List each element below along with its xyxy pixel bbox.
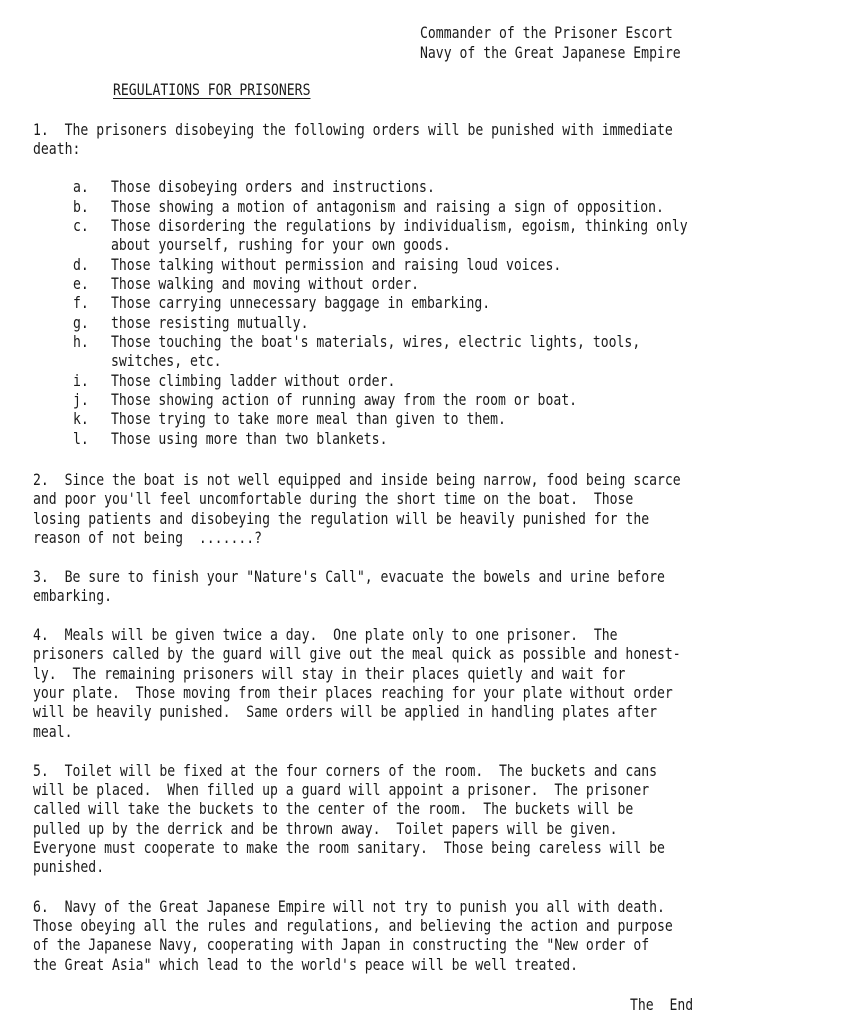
list-letter: f. xyxy=(73,293,89,312)
paragraph-line: 1. The prisoners disobeying the following orders will be punished with immediate xyxy=(33,120,673,139)
list-letter: b. xyxy=(73,197,89,216)
paragraph-line: 6. Navy of the Great Japanese Empire will not try to punish you all with death. xyxy=(33,897,665,916)
paragraph-line: ly. The remaining prisoners will stay in their places quietly and wait for xyxy=(33,664,626,683)
paragraph-line: losing patients and disobeying the regulation will be heavily punished for the xyxy=(33,509,650,528)
header-line-1: Commander of the Prisoner Escort xyxy=(420,23,673,42)
list-item: Those walking and moving without order. xyxy=(111,274,420,293)
list-item: Those touching the boat's materials, wires, electric lights, tools, xyxy=(111,332,641,351)
paragraph-line: Everyone must cooperate to make the room sanitary. Those being careless will be xyxy=(33,838,665,857)
paragraph-line: of the Japanese Navy, cooperating with Japan in constructing the "New order of xyxy=(33,935,650,954)
list-letter: c. xyxy=(73,216,89,235)
list-item: those resisting mutually. xyxy=(111,313,309,332)
list-item: Those showing action of running away from the room or boat. xyxy=(111,390,578,409)
list-letter: e. xyxy=(73,274,89,293)
paragraph-line: 4. Meals will be given twice a day. One plate only to one prisoner. The xyxy=(33,625,618,644)
list-item: Those trying to take more meal than given to them. xyxy=(111,409,506,428)
list-item: Those talking without permission and raising loud voices. xyxy=(111,255,562,274)
list-letter: d. xyxy=(73,255,89,274)
list-letter: h. xyxy=(73,332,89,351)
paragraph-line: will be heavily punished. Same orders will be applied in handling plates after xyxy=(33,702,658,721)
paragraph-line: called will take the buckets to the center of the room. The buckets will be xyxy=(33,799,634,818)
list-letter: k. xyxy=(73,409,89,428)
list-item: Those carrying unnecessary baggage in embarking. xyxy=(111,293,491,312)
paragraph-line: pulled up by the derrick and be thrown away. Toilet papers will be given. xyxy=(33,819,618,838)
list-letter: g. xyxy=(73,313,89,332)
paragraph-line: 3. Be sure to finish your "Nature's Call", evacuate the bowels and urine before xyxy=(33,567,665,586)
list-item-continuation: switches, etc. xyxy=(111,351,222,370)
list-item: Those climbing ladder without order. xyxy=(111,371,396,390)
paragraph-line: reason of not being .......? xyxy=(33,528,263,547)
paragraph-line: 2. Since the boat is not well equipped and inside being narrow, food being scarce xyxy=(33,470,681,489)
paragraph-line: embarking. xyxy=(33,586,112,605)
list-letter: l. xyxy=(73,429,89,448)
closing-the-end: The End xyxy=(630,995,694,1014)
header-line-2: Navy of the Great Japanese Empire xyxy=(420,43,681,62)
list-item: Those using more than two blankets. xyxy=(111,429,388,448)
list-letter: i. xyxy=(73,371,89,390)
paragraph-line: punished. xyxy=(33,857,105,876)
paragraph-line: and poor you'll feel uncomfortable during the short time on the boat. Those xyxy=(33,489,634,508)
list-item: Those disordering the regulations by individualism, egoism, thinking only xyxy=(111,216,688,235)
paragraph-line: death: xyxy=(33,139,81,158)
paragraph-line: Those obeying all the rules and regulations, and believing the action and purpose xyxy=(33,916,673,935)
list-item-continuation: about yourself, rushing for your own goods. xyxy=(111,235,451,254)
list-item: Those showing a motion of antagonism and raising a sign of opposition. xyxy=(111,197,664,216)
paragraph-line: your plate. Those moving from their places reaching for your plate without order xyxy=(33,683,673,702)
list-item: Those disobeying orders and instructions. xyxy=(111,177,435,196)
paragraph-line: 5. Toilet will be fixed at the four corners of the room. The buckets and cans xyxy=(33,761,658,780)
paragraph-line: meal. xyxy=(33,722,73,741)
paragraph-line: the Great Asia" which lead to the world's peace will be well treated. xyxy=(33,955,579,974)
list-letter: j. xyxy=(73,390,89,409)
paragraph-line: will be placed. When filled up a guard will appoint a prisoner. The prisoner xyxy=(33,780,650,799)
list-letter: a. xyxy=(73,177,89,196)
paragraph-line: prisoners called by the guard will give out the meal quick as possible and honest- xyxy=(33,644,681,663)
document-title: REGULATIONS FOR PRISONERS xyxy=(113,80,311,99)
